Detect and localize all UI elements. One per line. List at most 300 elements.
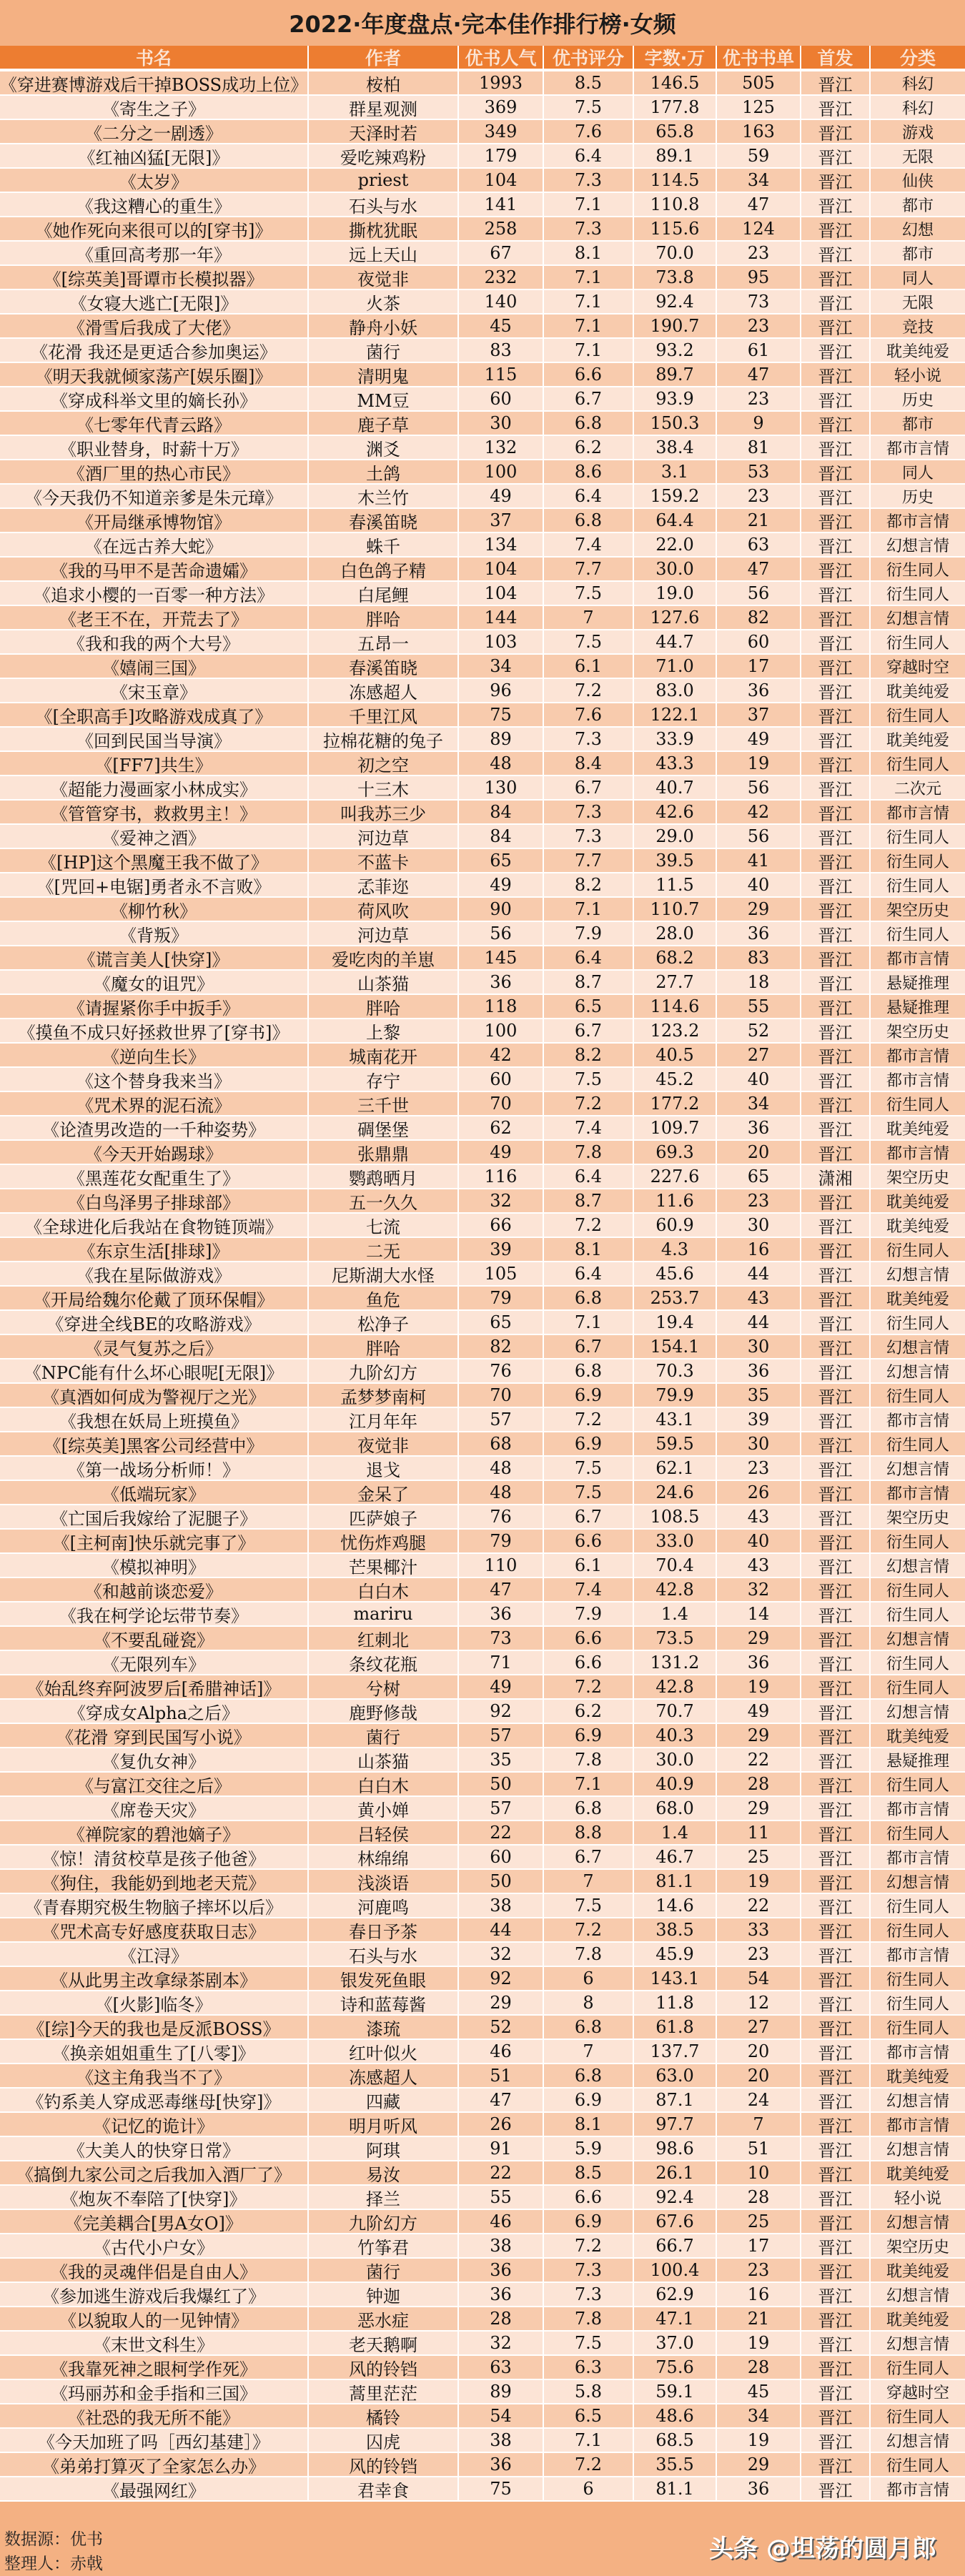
cell-rating: 7.2 xyxy=(544,2234,634,2257)
cell-author: 老天鹅啊 xyxy=(309,2332,459,2354)
cell-rating: 7.5 xyxy=(544,2332,634,2354)
cell-booklist-count: 49 xyxy=(717,728,801,750)
cell-booklist-count: 23 xyxy=(717,1943,801,1966)
cell-rating: 7 xyxy=(544,2040,634,2063)
cell-popularity: 38 xyxy=(459,1894,544,1917)
cell-word-count: 44.7 xyxy=(634,630,717,653)
cell-rating: 6.4 xyxy=(544,1262,634,1285)
cell-category: 衍生同人 xyxy=(886,877,949,896)
cell-book-title: 《这主角我当不了》 xyxy=(0,2064,309,2087)
cell-book-title: 《末世文科生》 xyxy=(0,2332,309,2354)
cell-book-title: 《嬉闹三国》 xyxy=(0,655,309,678)
cell-booklist-count: 23 xyxy=(717,242,801,264)
cell-book-title: 《[HP]这个黑魔王我不做了》 xyxy=(0,849,309,872)
cell-platform: 晋江 xyxy=(801,703,871,726)
cell-platform: 晋江 xyxy=(801,873,871,896)
cell-word-count: 93.2 xyxy=(634,339,717,362)
cell-book-title: 《花滑 穿到民国写小说》 xyxy=(0,1724,309,1747)
cell-word-count: 45.9 xyxy=(634,1943,717,1966)
table-row xyxy=(0,509,965,533)
cell-category: 衍生同人 xyxy=(886,1898,949,1916)
cell-popularity: 79 xyxy=(459,1287,544,1309)
cell-popularity: 26 xyxy=(459,2113,544,2136)
cell-book-title: 《东京生活[排球]》 xyxy=(0,1238,309,1261)
cell-word-count: 48.6 xyxy=(634,2404,717,2427)
cell-book-title: 《从此男主改拿绿茶剧本》 xyxy=(0,1967,309,1990)
cell-platform: 晋江 xyxy=(801,2356,871,2379)
cell-author: 石头与水 xyxy=(309,193,459,216)
cell-popularity: 100 xyxy=(459,1019,544,1042)
cell-platform: 晋江 xyxy=(801,1505,871,1528)
cell-category: 耽美纯爱 xyxy=(886,2165,949,2184)
cell-book-title: 《宋玉章》 xyxy=(0,679,309,702)
cell-word-count: 1.4 xyxy=(634,1602,717,1625)
cell-popularity: 76 xyxy=(459,1505,544,1528)
cell-popularity: 30 xyxy=(459,412,544,435)
column-header-platform: 首发 xyxy=(801,46,871,69)
cell-book-title: 《她作死向来很可以的[穿书]》 xyxy=(0,217,309,240)
cell-popularity: 60 xyxy=(459,387,544,410)
cell-author: 夜觉非 xyxy=(309,1432,459,1455)
cell-author: 白尾鲤 xyxy=(309,582,459,605)
cell-word-count: 45.2 xyxy=(634,1068,717,1091)
cell-rating: 8 xyxy=(544,1991,634,2014)
table-row xyxy=(0,266,965,290)
cell-author: 春日予茶 xyxy=(309,1918,459,1941)
cell-author: 天泽时若 xyxy=(309,120,459,143)
cell-author: 春溪笛晓 xyxy=(309,655,459,678)
cell-author: 山茶猫 xyxy=(309,971,459,994)
cell-word-count: 114.5 xyxy=(634,169,717,192)
table-row xyxy=(0,2137,965,2161)
cell-platform: 晋江 xyxy=(801,1627,871,1650)
cell-booklist-count: 22 xyxy=(717,1748,801,1771)
cell-book-title: 《回到民国当导演》 xyxy=(0,728,309,750)
table-row xyxy=(0,1700,965,1724)
cell-book-title: 《开局继承博物馆》 xyxy=(0,509,309,532)
cell-platform: 晋江 xyxy=(801,1918,871,1941)
cell-author: 鹦鹉晒月 xyxy=(309,1165,459,1188)
cell-rating: 6 xyxy=(544,1967,634,1990)
table-row xyxy=(0,1918,965,1943)
cell-rating: 6.8 xyxy=(544,1359,634,1382)
cell-word-count: 75.6 xyxy=(634,2356,717,2379)
cell-booklist-count: 34 xyxy=(717,2404,801,2427)
cell-word-count: 73.8 xyxy=(634,266,717,289)
cell-word-count: 35.5 xyxy=(634,2453,717,2476)
cell-popularity: 51 xyxy=(459,2064,544,2087)
table-row xyxy=(0,728,965,752)
cell-booklist-count: 61 xyxy=(717,339,801,362)
cell-category: 耽美纯爱 xyxy=(886,2262,949,2281)
cell-booklist-count: 36 xyxy=(717,1116,801,1139)
cell-platform: 晋江 xyxy=(801,1530,871,1552)
cell-platform: 晋江 xyxy=(801,266,871,289)
cell-book-title: 《钓系美人穿成恶毒继母[快穿]》 xyxy=(0,2089,309,2111)
cell-popularity: 37 xyxy=(459,509,544,532)
cell-author: 松净子 xyxy=(309,1311,459,1334)
cell-popularity: 48 xyxy=(459,1481,544,1504)
table-row xyxy=(0,1943,965,1967)
cell-author: 胖哈 xyxy=(309,995,459,1018)
cell-book-title: 《[综英美]黑客公司经营中》 xyxy=(0,1432,309,1455)
cell-platform: 晋江 xyxy=(801,1724,871,1747)
table-row xyxy=(0,1602,965,1627)
table-row xyxy=(0,1335,965,1359)
cell-word-count: 150.3 xyxy=(634,412,717,435)
cell-word-count: 81.1 xyxy=(634,2477,717,2500)
table-row xyxy=(0,387,965,412)
ranking-table xyxy=(0,46,965,2502)
cell-platform: 晋江 xyxy=(801,2477,871,2500)
table-row xyxy=(0,2210,965,2234)
cell-author: 恶水症 xyxy=(309,2307,459,2330)
cell-booklist-count: 43 xyxy=(717,1505,801,1528)
cell-book-title: 《[咒回+电锯]勇者永不言败》 xyxy=(0,873,309,896)
cell-word-count: 14.6 xyxy=(634,1894,717,1917)
cell-author: 诗和蓝莓酱 xyxy=(309,1991,459,2014)
cell-book-title: 《我靠死神之眼柯学作死》 xyxy=(0,2356,309,2379)
cell-rating: 7.3 xyxy=(544,825,634,848)
cell-rating: 6.6 xyxy=(544,1651,634,1674)
cell-word-count: 42.8 xyxy=(634,1675,717,1698)
cell-rating: 6.4 xyxy=(544,946,634,969)
cell-booklist-count: 125 xyxy=(717,96,801,119)
cell-category: 衍生同人 xyxy=(886,853,949,871)
cell-popularity: 66 xyxy=(459,1214,544,1237)
cell-rating: 7.5 xyxy=(544,582,634,605)
table-row xyxy=(0,1044,965,1068)
cell-booklist-count: 19 xyxy=(717,1675,801,1698)
cell-category: 都市 xyxy=(901,245,934,264)
cell-author: 忧伤炸鸡腿 xyxy=(309,1530,459,1552)
cell-author: 渊爻 xyxy=(309,436,459,459)
table-row xyxy=(0,995,965,1019)
cell-author: 风的铃铛 xyxy=(309,2356,459,2379)
cell-word-count: 190.7 xyxy=(634,314,717,337)
table-row xyxy=(0,2356,965,2380)
cell-rating: 7.1 xyxy=(544,1311,634,1334)
cell-rating: 7.1 xyxy=(544,339,634,362)
cell-book-title: 《摸鱼不成只好拯救世界了[穿书]》 xyxy=(0,1019,309,1042)
cell-book-title: 《不要乱碰瓷》 xyxy=(0,1627,309,1650)
cell-booklist-count: 54 xyxy=(717,1967,801,1990)
cell-category: 幻想言情 xyxy=(886,1460,949,1479)
cell-word-count: 68.0 xyxy=(634,1797,717,1820)
cell-word-count: 137.7 xyxy=(634,2040,717,2063)
cell-booklist-count: 9 xyxy=(717,412,801,435)
cell-popularity: 70 xyxy=(459,1384,544,1407)
cell-popularity: 118 xyxy=(459,995,544,1018)
cell-rating: 6.8 xyxy=(544,2016,634,2038)
cell-word-count: 70.4 xyxy=(634,1554,717,1577)
cell-popularity: 57 xyxy=(459,1408,544,1431)
column-header-rating: 优书评分 xyxy=(544,46,634,69)
cell-platform: 晋江 xyxy=(801,2089,871,2111)
cell-category: 衍生同人 xyxy=(886,1436,949,1455)
cell-category: 幻想言情 xyxy=(886,2335,949,2354)
cell-author: 竹筝君 xyxy=(309,2234,459,2257)
cell-booklist-count: 43 xyxy=(717,1554,801,1577)
table-row xyxy=(0,1238,965,1262)
cell-category: 衍生同人 xyxy=(886,2408,949,2427)
cell-platform: 晋江 xyxy=(801,2380,871,2403)
table-row xyxy=(0,1481,965,1505)
cell-booklist-count: 23 xyxy=(717,2259,801,2282)
cell-rating: 8.2 xyxy=(544,1044,634,1066)
cell-book-title: 《NPC能有什么坏心眼呢[无限]》 xyxy=(0,1359,309,1382)
cell-author: 桉柏 xyxy=(309,71,459,94)
cell-word-count: 68.5 xyxy=(634,2429,717,2452)
cell-author: 菌行 xyxy=(309,1724,459,1747)
cell-booklist-count: 32 xyxy=(717,1578,801,1601)
cell-author: 菌行 xyxy=(309,339,459,362)
cell-rating: 6.7 xyxy=(544,776,634,799)
cell-author: 上黎 xyxy=(309,1019,459,1042)
cell-book-title: 《背叛》 xyxy=(0,922,309,945)
cell-word-count: 65.8 xyxy=(634,120,717,143)
cell-platform: 晋江 xyxy=(801,2234,871,2257)
cell-book-title: 《白鸟泽男子排球部》 xyxy=(0,1189,309,1212)
table-row xyxy=(0,873,965,898)
cell-platform: 晋江 xyxy=(801,630,871,653)
cell-rating: 8.6 xyxy=(544,460,634,483)
cell-rating: 7.7 xyxy=(544,558,634,580)
cell-platform: 晋江 xyxy=(801,1214,871,1237)
cell-book-title: 《完美耦合[男A女O]》 xyxy=(0,2210,309,2233)
cell-popularity: 91 xyxy=(459,2137,544,2160)
cell-popularity: 38 xyxy=(459,2429,544,2452)
cell-platform: 晋江 xyxy=(801,1554,871,1577)
cell-word-count: 70.3 xyxy=(634,1359,717,1382)
table-row xyxy=(0,1359,965,1384)
cell-platform: 晋江 xyxy=(801,1311,871,1334)
cell-author: 七流 xyxy=(309,1214,459,1237)
cell-book-title: 《灵气复苏之后》 xyxy=(0,1335,309,1358)
cell-popularity: 115 xyxy=(459,363,544,386)
cell-booklist-count: 16 xyxy=(717,2283,801,2306)
cell-book-title: 《换亲姐姐重生了[八零]》 xyxy=(0,2040,309,2063)
table-row xyxy=(0,655,965,679)
cell-category: 耽美纯爱 xyxy=(886,1728,949,1746)
table-row xyxy=(0,460,965,485)
cell-author: 冻感超人 xyxy=(309,2064,459,2087)
cell-category: 幻想言情 xyxy=(886,1363,949,1382)
cell-popularity: 39 xyxy=(459,1238,544,1261)
table-row xyxy=(0,849,965,873)
cell-platform: 晋江 xyxy=(801,1602,871,1625)
cell-rating: 7.4 xyxy=(544,533,634,556)
cell-category: 衍生同人 xyxy=(886,1387,949,1406)
cell-booklist-count: 65 xyxy=(717,1165,801,1188)
cell-popularity: 104 xyxy=(459,169,544,192)
cell-book-title: 《模拟神明》 xyxy=(0,1554,309,1577)
cell-rating: 7.1 xyxy=(544,266,634,289)
cell-author: 漆琉 xyxy=(309,2016,459,2038)
cell-author: 择兰 xyxy=(309,2186,459,2209)
cell-word-count: 3.1 xyxy=(634,460,717,483)
cell-rating: 7.2 xyxy=(544,2453,634,2476)
cell-word-count: 67.6 xyxy=(634,2210,717,2233)
cell-booklist-count: 28 xyxy=(717,1773,801,1795)
cell-popularity: 45 xyxy=(459,314,544,337)
cell-book-title: 《七零年代青云路》 xyxy=(0,412,309,435)
cell-word-count: 100.4 xyxy=(634,2259,717,2282)
cell-word-count: 24.6 xyxy=(634,1481,717,1504)
table-row xyxy=(0,1530,965,1554)
table-row xyxy=(0,1165,965,1189)
cell-category: 衍生同人 xyxy=(886,2019,949,2038)
cell-platform: 晋江 xyxy=(801,849,871,872)
table-row xyxy=(0,193,965,217)
cell-popularity: 144 xyxy=(459,606,544,629)
cell-category: 衍生同人 xyxy=(886,585,949,604)
cell-platform: 晋江 xyxy=(801,120,871,143)
cell-author: 四藏 xyxy=(309,2089,459,2111)
cell-author: 鱼危 xyxy=(309,1287,459,1309)
cell-book-title: 《搞倒九家公司之后我加入酒厂了》 xyxy=(0,2161,309,2184)
cell-author: 白色鸽子精 xyxy=(309,558,459,580)
table-row xyxy=(0,1408,965,1432)
cell-booklist-count: 44 xyxy=(717,1262,801,1285)
cell-booklist-count: 163 xyxy=(717,120,801,143)
cell-platform: 晋江 xyxy=(801,728,871,750)
cell-book-title: 《惊！清贫校草是孩子他爸》 xyxy=(0,1846,309,1868)
cell-category: 耽美纯爱 xyxy=(886,1217,949,1236)
cell-popularity: 82 xyxy=(459,1335,544,1358)
cell-rating: 8.5 xyxy=(544,71,634,94)
cell-category: 都市言情 xyxy=(886,1071,949,1090)
cell-category: 悬疑推理 xyxy=(886,1752,949,1770)
cell-book-title: 《无限列车》 xyxy=(0,1651,309,1674)
cell-word-count: 1.4 xyxy=(634,1821,717,1844)
cell-popularity: 232 xyxy=(459,266,544,289)
cell-rating: 7.8 xyxy=(544,1141,634,1164)
cell-platform: 晋江 xyxy=(801,1651,871,1674)
cell-category: 幻想言情 xyxy=(886,2092,949,2111)
cell-book-title: 《明天我就倾家荡产[娱乐圈]》 xyxy=(0,363,309,386)
cell-author: 张鼎鼎 xyxy=(309,1141,459,1164)
cell-category: 耽美纯爱 xyxy=(886,1193,949,1212)
cell-book-title: 《重回高考那一年》 xyxy=(0,242,309,264)
cell-rating: 7 xyxy=(544,606,634,629)
cell-category: 衍生同人 xyxy=(886,1314,949,1333)
cell-rating: 7.2 xyxy=(544,1675,634,1698)
cell-author: 十三木 xyxy=(309,776,459,799)
cell-book-title: 《狗住，我能奶到地老天荒》 xyxy=(0,1870,309,1893)
cell-platform: 晋江 xyxy=(801,339,871,362)
cell-platform: 晋江 xyxy=(801,1044,871,1066)
cell-popularity: 132 xyxy=(459,436,544,459)
cell-rating: 7.2 xyxy=(544,679,634,702)
cell-word-count: 70.0 xyxy=(634,242,717,264)
cell-popularity: 22 xyxy=(459,1821,544,1844)
cell-word-count: 92.4 xyxy=(634,290,717,313)
cell-booklist-count: 56 xyxy=(717,825,801,848)
cell-booklist-count: 28 xyxy=(717,2186,801,2209)
table-row xyxy=(0,1214,965,1238)
cell-platform: 晋江 xyxy=(801,193,871,216)
cell-popularity: 54 xyxy=(459,2404,544,2427)
cell-word-count: 83.0 xyxy=(634,679,717,702)
table-row xyxy=(0,169,965,193)
cell-platform: 晋江 xyxy=(801,1846,871,1868)
table-row xyxy=(0,630,965,655)
cell-rating: 5.9 xyxy=(544,2137,634,2160)
cell-category: 幻想言情 xyxy=(886,1339,949,1357)
cell-popularity: 68 xyxy=(459,1432,544,1455)
cell-word-count: 62.1 xyxy=(634,1457,717,1480)
cell-book-title: 《这个替身我来当》 xyxy=(0,1068,309,1091)
cell-category: 衍生同人 xyxy=(886,561,949,580)
cell-platform: 晋江 xyxy=(801,1141,871,1164)
cell-author: 春溪笛晓 xyxy=(309,509,459,532)
cell-category: 穿越时空 xyxy=(886,2384,949,2402)
table-row xyxy=(0,801,965,825)
cell-booklist-count: 23 xyxy=(717,387,801,410)
cell-rating: 7.5 xyxy=(544,1457,634,1480)
cell-popularity: 42 xyxy=(459,1044,544,1066)
cell-popularity: 22 xyxy=(459,2161,544,2184)
cell-platform: 晋江 xyxy=(801,1068,871,1091)
cell-word-count: 97.7 xyxy=(634,2113,717,2136)
cell-booklist-count: 11 xyxy=(717,1821,801,1844)
cell-popularity: 35 xyxy=(459,1748,544,1771)
cell-category: 无限 xyxy=(901,294,934,312)
cell-author: 红刺北 xyxy=(309,1627,459,1650)
cell-popularity: 179 xyxy=(459,144,544,167)
cell-booklist-count: 22 xyxy=(717,1894,801,1917)
cell-category: 都市 xyxy=(901,197,934,215)
cell-book-title: 《今天我仍不知道亲爹是朱元璋》 xyxy=(0,485,309,507)
cell-category: 悬疑推理 xyxy=(886,999,949,1017)
cell-popularity: 90 xyxy=(459,898,544,921)
table-row xyxy=(0,363,965,387)
cell-book-title: 《柳竹秋》 xyxy=(0,898,309,921)
cell-rating: 6.4 xyxy=(544,485,634,507)
cell-platform: 晋江 xyxy=(801,946,871,969)
cell-category: 竞技 xyxy=(901,318,934,337)
cell-popularity: 56 xyxy=(459,922,544,945)
cell-author: 荷风吹 xyxy=(309,898,459,921)
cell-platform: 晋江 xyxy=(801,1821,871,1844)
table-row xyxy=(0,825,965,849)
cell-booklist-count: 35 xyxy=(717,1384,801,1407)
cell-word-count: 40.9 xyxy=(634,1773,717,1795)
cell-category: 幻想言情 xyxy=(886,1703,949,1722)
cell-popularity: 57 xyxy=(459,1797,544,1820)
cell-booklist-count: 52 xyxy=(717,1019,801,1042)
cell-platform: 晋江 xyxy=(801,460,871,483)
cell-rating: 6.6 xyxy=(544,1627,634,1650)
cell-category: 仙侠 xyxy=(901,172,934,191)
cell-author: 九阶幻方 xyxy=(309,2210,459,2233)
cell-book-title: 《我在星际做游戏》 xyxy=(0,1262,309,1285)
cell-platform: 晋江 xyxy=(801,2113,871,2136)
cell-platform: 晋江 xyxy=(801,2307,871,2330)
cell-platform: 晋江 xyxy=(801,412,871,435)
cell-word-count: 253.7 xyxy=(634,1287,717,1309)
cell-platform: 晋江 xyxy=(801,2429,871,2452)
table-row xyxy=(0,2332,965,2356)
cell-book-title: 《低端玩家》 xyxy=(0,1481,309,1504)
cell-booklist-count: 47 xyxy=(717,363,801,386)
cell-platform: 晋江 xyxy=(801,2259,871,2282)
cell-author: 菌行 xyxy=(309,2259,459,2282)
cell-popularity: 52 xyxy=(459,2016,544,2038)
cell-author: 河边草 xyxy=(309,922,459,945)
cell-book-title: 《论渣男改造的一千种姿势》 xyxy=(0,1116,309,1139)
